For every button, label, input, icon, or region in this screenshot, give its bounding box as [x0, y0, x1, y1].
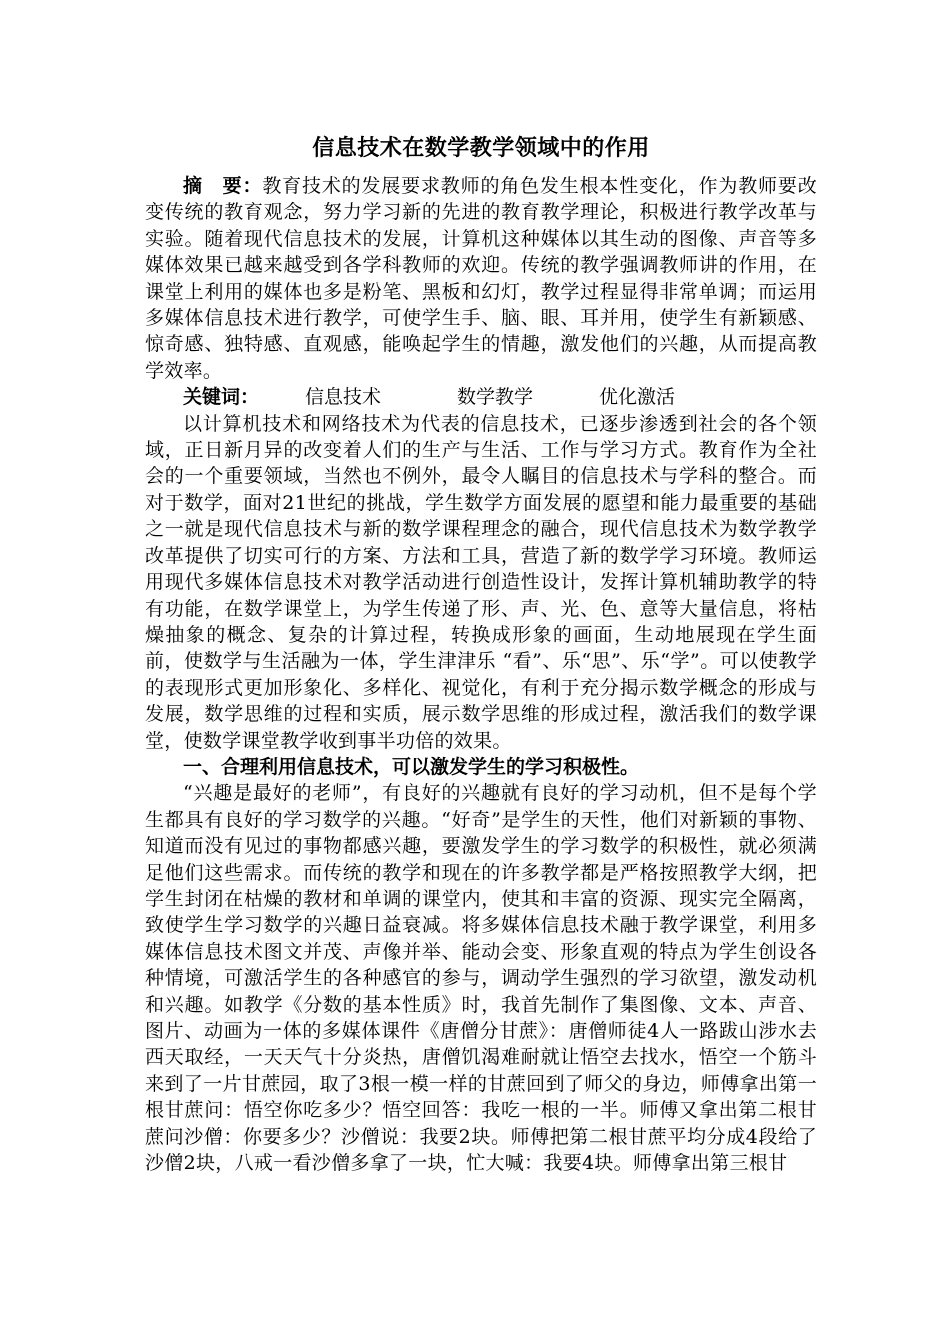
keyword-item: 信息技术 — [305, 386, 382, 409]
keywords-label: 关键词： — [183, 386, 260, 409]
keyword-item: 优化激活 — [599, 386, 676, 409]
keyword-item: 数学教学 — [457, 386, 534, 409]
section-heading: 一、合理利用信息技术，可以激发学生的学习积极性。 — [183, 755, 640, 778]
document-page — [145, 133, 817, 1176]
abstract-text: 教育技术的发展要求教师的角色发生根本性变化，作为教师要改变传统的教育观念，努力学习新的先进的教育教学理论，积极进行教学改革与实验。随着现代信息技术的发展，计算机这种媒体以其生动的图像、声音等多媒体效果已越来越受到各学科教师的欢迎。传统的教学强调教师讲的作用，在课堂上利用的媒体也多是粉笔、黑板和幻灯，教学过程显得非常单调；而运用多媒体信息技术进行教学，可使学生手、脑、眼、耳并用，使学生有新颖感、惊奇感、独特感、直观感，能唤起学生的情趣，激发他们的兴趣，从而提高教学效率。 — [145, 175, 818, 382]
abstract-label: 摘 要： — [183, 175, 263, 197]
keywords-line — [145, 384, 817, 410]
abstract-paragraph — [145, 173, 817, 384]
document-title: 信息技术在数学教学领域中的作用 — [312, 136, 650, 161]
section-paragraph: “兴趣是最好的老师”，有良好的兴趣就有良好的学习动机，但不是每个学生都具有良好的学习数学的兴趣。“好奇”是学生的天性，他们对新颖的事物、知道而没有见过的事物都感兴趣，要激发学生的学习数学的积极性，就必须满足他们这些需求。而传统的教学和现在的许多教学都是严格按照教学大纲，把学生封闭在枯燥的教材和单调的课堂内，使其和丰富的资源、现实完全隔离，致使学生学习数学的兴趣日益衰减。将多媒体信息技术融于教学课堂，利用多媒体信息技术图文并茂、声像并举、能动会变、形象直观的特点为学生创设各种情境，可激活学生的各种感官的参与，调动学生强烈的学习欲望，激发动机和兴趣。如教学《分数的基本性质》时，我首先制作了集图像、文本、声音、图片、动画为一体的多媒体课件《唐僧分甘蔗》：唐僧师徒4人一路跋山涉水去西天取经，一天天气十分炎热，唐僧饥渴难耐就让悟空去找水，悟空一个筋斗来到了一片甘蔗园，取了3根一模一样的甘蔗回到了师父的身边，师傅拿出第一根甘蔗问：悟空你吃多少？悟空回答：我吃一根的一半。师傅又拿出第二根甘蔗问沙僧：你要多少？沙僧说：我要2块。师傅把第二根甘蔗平均分成4段给了沙僧2块，八戒一看沙僧多拿了一块，忙大喊：我要4块。师傅拿出第三根甘 — [145, 782, 817, 1175]
intro-paragraph: 以计算机技术和网络技术为代表的信息技术，已逐步渗透到社会的各个领域，正日新月异的改变着人们的生产与生活、工作与学习方式。教育作为全社会的一个重要领域，当然也不例外，最令人瞩目的信息技术与学科的整合。而对于数学，面对21世纪的挑战，学生数学方面发展的愿望和能力最重要的基础之一就是现代信息技术与新的数学课程理念的融合，现代信息技术为数学教学改革提供了切实可行的方案、方法和工具，营造了新的数学学习环境。教师运用现代多媒体信息技术对教学活动进行创造性设计，发挥计算机辅助教学的特有功能，在数学课堂上，为学生传递了形、声、光、色、意等大量信息，将枯燥抽象的概念、复杂的计算过程，转换成形象的画面，生动地展现在学生面前，使数学与生活融为一体，学生津津乐 “看”、乐“思”、乐“学”。可以使教学的表现形式更加形象化、多样化、视觉化，有利于充分揭示数学概念的形成与发展，数学思维的过程和实质，展示数学思维的形成过程，激活我们的数学课堂，使数学课堂教学收到事半功倍的效果。 — [145, 412, 817, 752]
